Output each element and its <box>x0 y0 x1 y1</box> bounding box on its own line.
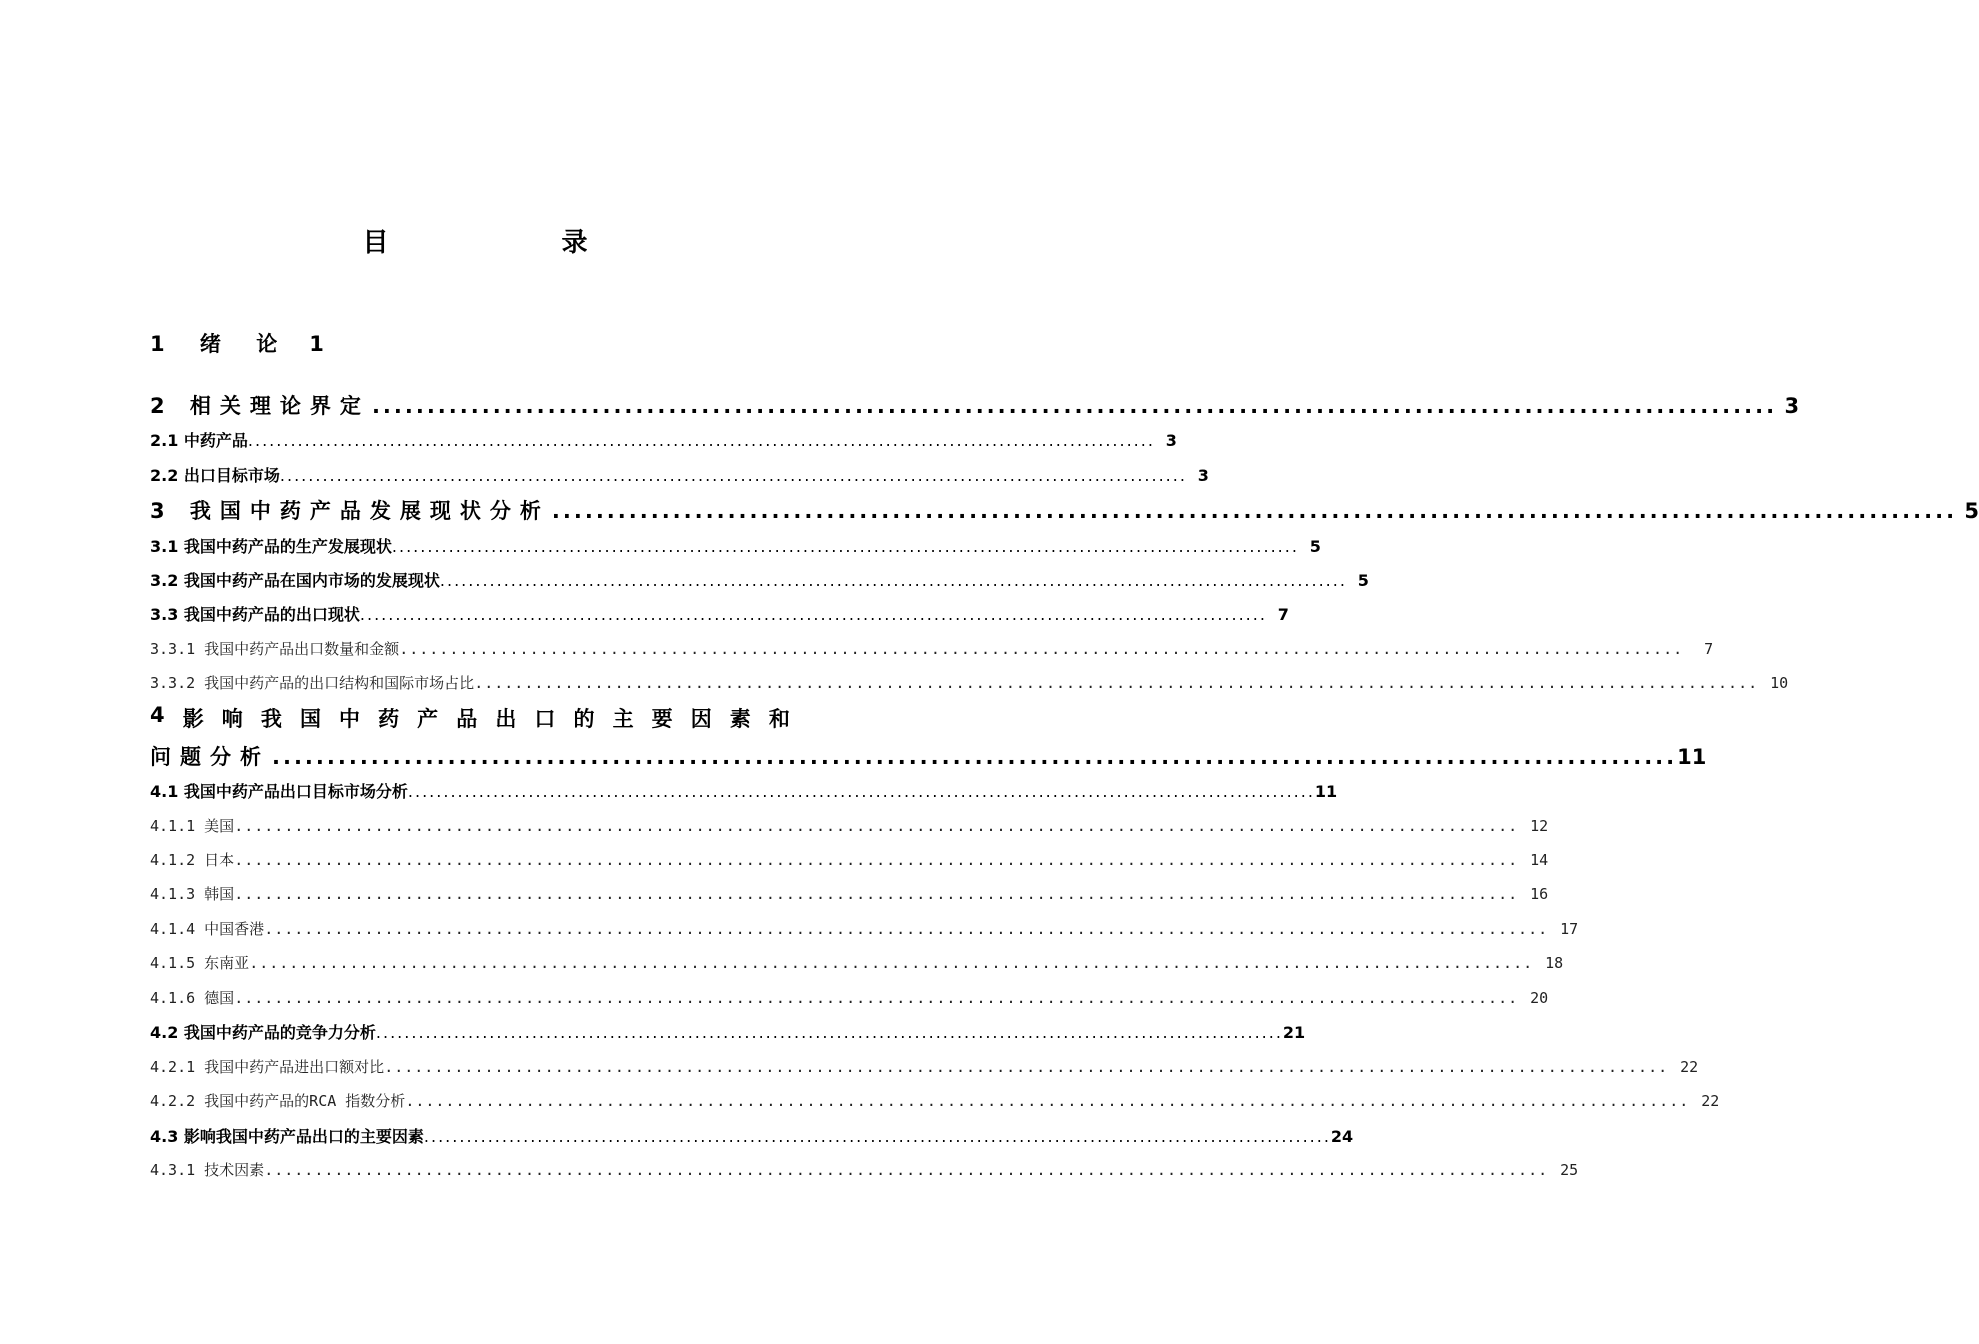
toc-entry-chapter-1[interactable] <box>150 328 324 358</box>
toc-leader: ................................................................................................................................ <box>234 989 1519 1007</box>
toc-entry-char: 我 <box>260 707 282 731</box>
toc-entry-4-1[interactable] <box>150 779 1338 802</box>
toc-entry-4-1-4[interactable] <box>150 918 1579 939</box>
toc-entry-text: 3.1 我国中药产品的生产发展现状 <box>150 537 392 556</box>
toc-leader: ................................................................................................................................ <box>405 1092 1690 1110</box>
toc-leader: ................................................................................................................................ <box>264 920 1549 938</box>
toc-entry-page: 5 <box>1309 537 1321 556</box>
toc-entry-page: 14 <box>1530 851 1549 869</box>
toc-leader: ................................................................................................................................ <box>234 817 1519 835</box>
toc-leader: ................................................................................................................................ <box>234 885 1519 903</box>
toc-entry-char: 中 <box>339 707 361 731</box>
toc-entry-char: 出 <box>495 707 517 731</box>
toc-entry-4-1-2[interactable] <box>150 849 1549 870</box>
toc-leader: ................................................................................................................................ <box>272 745 1678 769</box>
toc-entry-text: 4.1.1 美国 <box>150 817 235 835</box>
toc-entry-text: 4.1.3 韩国 <box>150 885 235 903</box>
toc-entry-4-2-1[interactable] <box>150 1056 1699 1077</box>
toc-entry-text: 4.1 我国中药产品出口目标市场分析 <box>150 782 408 801</box>
toc-leader: ................................................................................................................................ <box>407 782 1315 801</box>
toc-entry-char: 影 <box>182 707 204 731</box>
toc-entry-page: 22 <box>1680 1058 1699 1076</box>
toc-entry-text: 4.1.2 日本 <box>150 851 235 869</box>
toc-entry-char: 素 <box>729 707 751 731</box>
toc-entry-page: 25 <box>1560 1161 1579 1179</box>
toc-entry-page: 24 <box>1330 1127 1354 1146</box>
toc-entry-page: 5 <box>1357 571 1369 590</box>
toc-entry-page: 7 <box>1277 605 1289 624</box>
toc-entry-page: 11 <box>1677 745 1707 769</box>
toc-entry-4-1-1[interactable] <box>150 815 1549 836</box>
toc-entry-text: 2.1 中药产品 <box>150 431 248 450</box>
toc-leader: ................................................................................................................................ <box>249 954 1534 972</box>
toc-entry-3-3-2[interactable] <box>150 672 1789 693</box>
toc-entry-page: 1 <box>309 332 324 356</box>
toc-entry-char: 主 <box>612 707 634 731</box>
toc-entry-text: 4.3.1 技术因素 <box>150 1161 265 1179</box>
toc-entry-char: 的 <box>573 707 595 731</box>
toc-entry-text: 4.2.2 我国中药产品的RCA 指数分析 <box>150 1092 406 1110</box>
toc-entry-text: 3.2 我国中药产品在国内市场的发展现状 <box>150 571 440 590</box>
toc-entry-chapter-3[interactable] <box>150 495 1979 525</box>
toc-entry-char: 国 <box>299 707 321 731</box>
toc-entry-page: 20 <box>1530 989 1549 1007</box>
toc-entry-text: 4.1.6 德国 <box>150 989 235 1007</box>
toc-entry-page: 16 <box>1530 885 1549 903</box>
toc-leader: ................................................................................................................................ <box>399 640 1684 658</box>
toc-entry-text: 1 绪 论 <box>150 332 292 356</box>
page-title: 目 录 <box>362 228 670 258</box>
toc-entry-text: 4.2.1 我国中药产品进出口额对比 <box>150 1058 385 1076</box>
toc-entry-2-2[interactable] <box>150 463 1209 486</box>
toc-entry-text: 3.3 我国中药产品的出口现状 <box>150 605 360 624</box>
toc-entry-char: 响 <box>221 707 243 731</box>
toc-leader: ................................................................................................................................ <box>474 674 1759 692</box>
toc-entry-char: 因 <box>690 707 712 731</box>
toc-entry-page: 21 <box>1282 1023 1306 1042</box>
toc-entry-4-3-1[interactable] <box>150 1159 1579 1180</box>
toc-entry-text: 2.2 出口目标市场 <box>150 466 280 485</box>
toc-entry-text: 4.3 影响我国中药产品出口的主要因素 <box>150 1127 424 1146</box>
toc-entry-text: 3.3.1 我国中药产品出口数量和金额 <box>150 640 400 658</box>
toc-entry-4-2[interactable] <box>150 1020 1306 1043</box>
toc-leader: ................................................................................................................................ <box>551 499 1958 523</box>
toc-entry-text: 4.1.4 中国香港 <box>150 920 265 938</box>
toc-entry-text: 3 我国中药产品发展现状分析 <box>150 499 550 523</box>
toc-leader: ................................................................................................................................ <box>384 1058 1669 1076</box>
toc-entry-4-1-3[interactable] <box>150 883 1549 904</box>
toc-leader: ................................................................................................................................ <box>391 537 1299 556</box>
toc-entry-2-1[interactable] <box>150 428 1177 451</box>
toc-entry-page: 18 <box>1545 954 1564 972</box>
toc-leader: ................................................................................................................................ <box>264 1161 1549 1179</box>
toc-entry-char: 口 <box>534 707 556 731</box>
toc-leader: ................................................................................................................................ <box>375 1023 1283 1042</box>
toc-entry-text: 问题分析 <box>150 745 270 769</box>
toc-entry-page: 12 <box>1530 817 1549 835</box>
toc-entry-3-3[interactable] <box>150 602 1289 625</box>
toc-entry-char: 要 <box>651 707 673 731</box>
toc-leader: ................................................................................................................................ <box>439 571 1347 590</box>
toc-entry-page: 22 <box>1701 1092 1720 1110</box>
toc-leader: ................................................................................................................................ <box>423 1127 1331 1146</box>
toc-entry-char: 品 <box>456 707 478 731</box>
toc-leader: ................................................................................................................................ <box>371 394 1778 418</box>
toc-entry-char: 和 <box>768 707 790 731</box>
toc-entry-page: 5 <box>1964 499 1979 523</box>
toc-leader: ................................................................................................................................ <box>359 605 1267 624</box>
toc-entry-chapter-2[interactable] <box>150 390 1800 420</box>
toc-entry-char: 药 <box>378 707 400 731</box>
toc-entry-text: 4.1.5 东南亚 <box>150 954 250 972</box>
toc-entry-page: 3 <box>1165 431 1177 450</box>
toc-entry-page: 3 <box>1784 394 1800 418</box>
toc-entry-3-2[interactable] <box>150 568 1369 591</box>
toc-entry-page: 3 <box>1197 466 1209 485</box>
toc-leader: ................................................................................................................................ <box>247 431 1155 450</box>
toc-entry-4-1-5[interactable] <box>150 952 1564 973</box>
toc-entry-text: 3.3.2 我国中药产品的出口结构和国际市场占比 <box>150 674 475 692</box>
toc-entry-char: 产 <box>417 707 439 731</box>
toc-entry-chapter-4-line2[interactable] <box>150 741 1707 771</box>
toc-entry-page: 17 <box>1560 920 1579 938</box>
toc-entry-chapter-4-line1[interactable] <box>150 703 790 733</box>
toc-entry-page: 7 <box>1704 640 1714 658</box>
toc-entry-4-2-2[interactable] <box>150 1090 1720 1111</box>
toc-leader: ................................................................................................................................ <box>234 851 1519 869</box>
toc-entry-4-1-6[interactable] <box>150 987 1549 1008</box>
toc-entry-text: 2 相关理论界定 <box>150 394 370 418</box>
toc-entry-char: 4 <box>150 703 165 727</box>
toc-entry-page: 10 <box>1770 674 1789 692</box>
toc-leader: ................................................................................................................................ <box>279 466 1187 485</box>
toc-entry-3-1[interactable] <box>150 534 1321 557</box>
toc-entry-page: 11 <box>1314 782 1338 801</box>
toc-entry-text: 4.2 我国中药产品的竞争力分析 <box>150 1023 376 1042</box>
toc-entry-4-3[interactable] <box>150 1124 1354 1147</box>
toc-entry-3-3-1[interactable] <box>150 638 1714 659</box>
